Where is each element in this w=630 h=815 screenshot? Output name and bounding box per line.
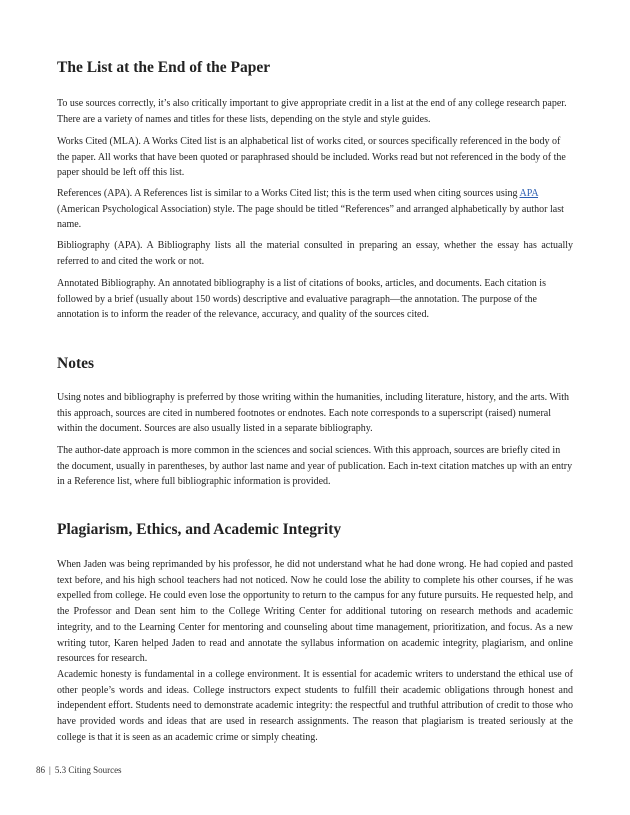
paragraph-annotated-bibliography: Annotated Bibliography. An annotated bibliography is a list of citations of books, articles, and documents. Each citation is followed by a brief (usually about 150 words) descriptive and evaluative paragraph—the annotation. The purpose of the annotation is to inform the reader of the relevance, accuracy, and quality of the sources cited. <box>57 278 546 321</box>
references-text-after-link: (American Psychological Association) style. The page should be titled “References” and arranged alphabetically by author last name. <box>57 203 564 231</box>
paragraph-notes-bibliography: Using notes and bibliography is preferred by those writing within the humanities, including literature, history, and the arts. With this approach, sources are cited in numbered footnotes or endnotes. Each note corresponds to a superscript (raised) numeral within the document. Sources are also usually listed in a separate bibliography. <box>57 392 569 435</box>
section-heading-list-at-end: The List at the End of the Paper <box>57 59 271 76</box>
paragraph-jaden-story: When Jaden was being reprimanded by his professor, he did not understand what he had done wrong. He had copied and pasted text before, and his high school teachers had not noticed. Now he could lose the ability to complete his other courses, if he was expelled from college. He could even lose the opportunity to return to the campus for any future pursuits. He requested help, and the Professor and Dean sent him to the College Writing Center for additional tutoring on research methods and academic integrity, and to the Learning Center for mentoring and counseling about time management, prioritization, and focus. As a new writing tutor, Karen helped Jaden to read and annotate the syllabus information on academic integrity, plagiarism, and online resources for research. <box>57 559 573 665</box>
paragraph-list-intro: To use sources correctly, it’s also critically important to give appropriate credit in a list at the end of any college research paper. There are a variety of names and titles for these lists, depending on the style and style guides. <box>57 98 567 125</box>
section-heading-plagiarism: Plagiarism, Ethics, and Academic Integrity <box>57 521 342 538</box>
footer-section-label: 5.3 Citing Sources <box>54 765 122 775</box>
paragraph-academic-honesty: Academic honesty is fundamental in a college environment. It is essential for academic writers to understand the ethical use of other people’s words and ideas. College instructors expect students to fulfill their academic obligations through honest and independent effort. Students need to demonstrate academic integrity: the respectful and truthful attribution of credit to those who have provided words and ideas that are used in research assignments. The reason that plagiarism is treated seriously at the college is that it is seen as an academic crime or simply cheating. <box>57 669 573 743</box>
section-heading-notes: Notes <box>57 355 95 372</box>
paragraph-bibliography: Bibliography (APA). A Bibliography lists all the material consulted in preparing an essay, whether the essay has actually referred to and cited the work or not. <box>57 240 573 267</box>
paragraph-works-cited: Works Cited (MLA). A Works Cited list is an alphabetical list of works cited, or sources specifically referenced in the body of the paper. All works that have been quoted or paraphrased should be included. Works read but not referenced in the body of the paper should be left off this list. <box>57 136 566 179</box>
references-text-before-link: References (APA). A References list is similar to a Works Cited list; this is the term used when citing sources using <box>57 188 520 199</box>
paragraph-author-date: The author-date approach is more common in the sciences and social sciences. With this approach, sources are briefly cited in the document, usually in parentheses, by author last name and year of publication. Each in-text citation matches up with an entry in a Reference list, where full bibliographic information is provided. <box>57 445 573 488</box>
paragraph-references-apa <box>57 186 573 233</box>
page-number: 86 <box>36 765 45 775</box>
apa-link[interactable]: APA <box>519 188 539 199</box>
page-footer <box>36 765 122 775</box>
footer-separator: | <box>49 765 51 775</box>
